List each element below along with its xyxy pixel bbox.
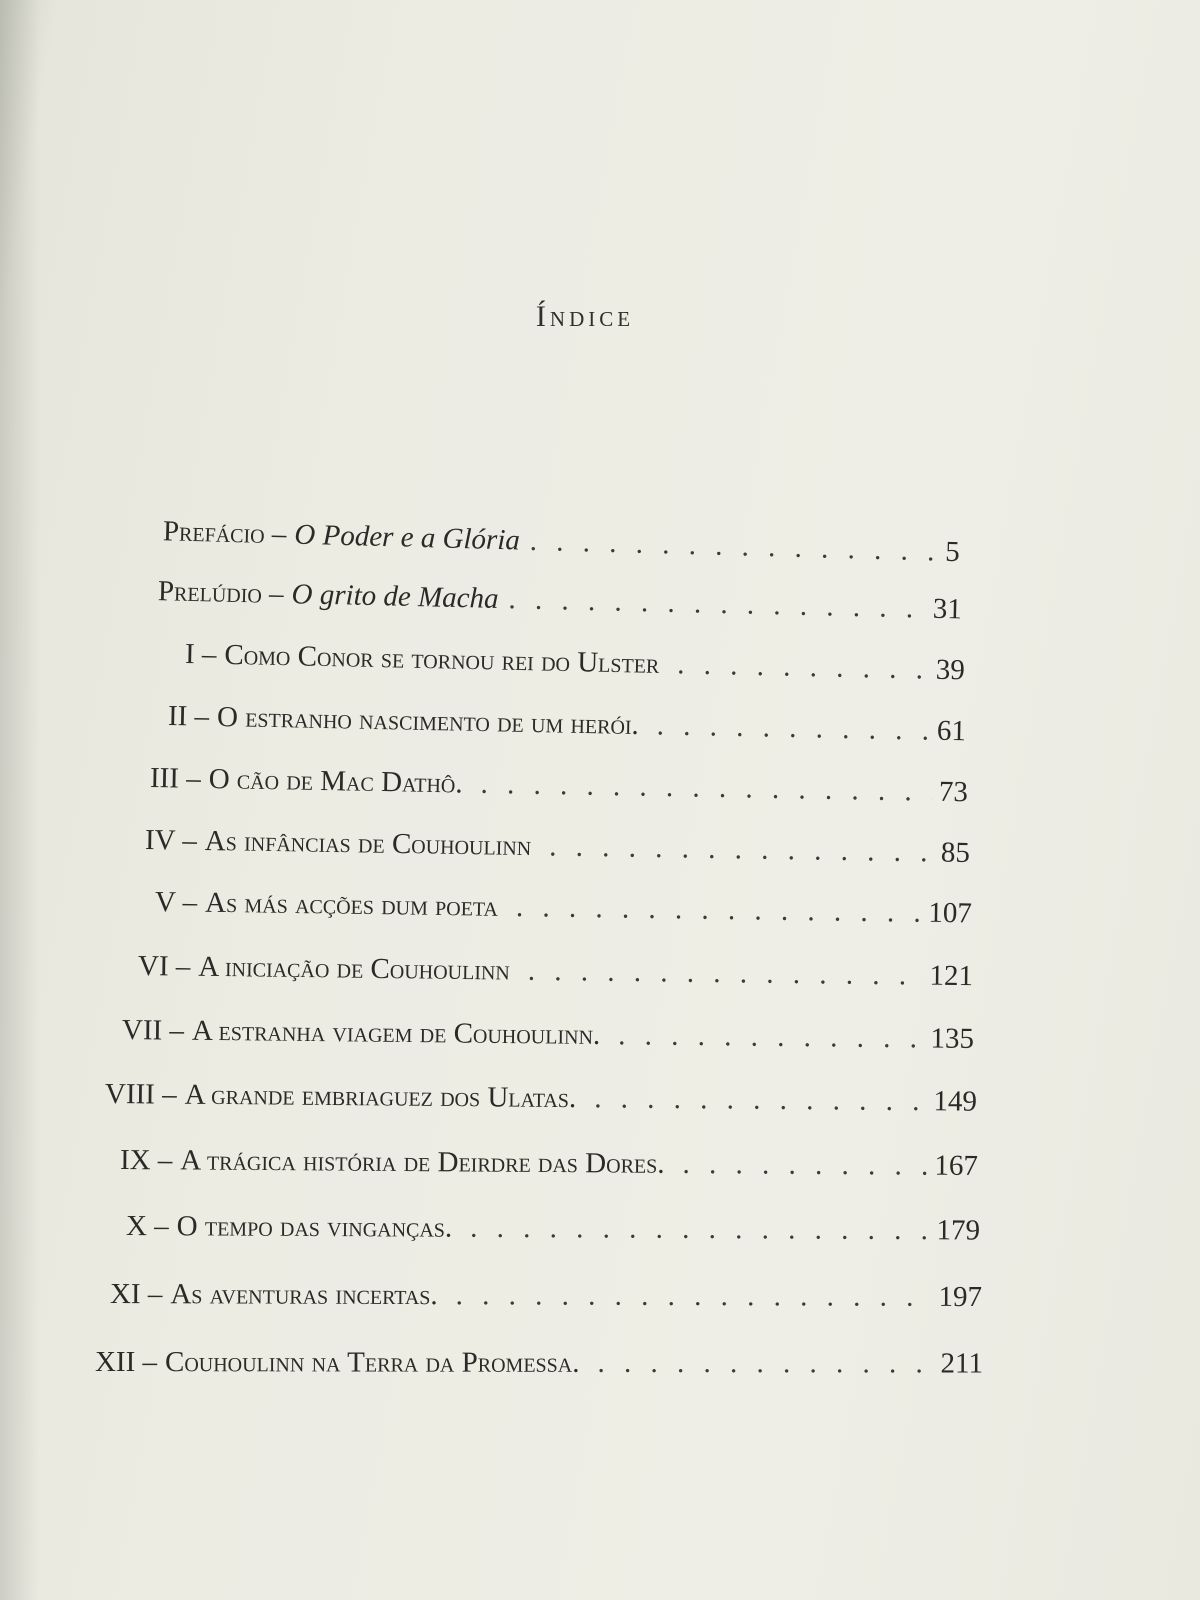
entry-subtitle: O grito de Macha [291, 578, 499, 615]
toc-entry-chapter-10 [126, 1210, 980, 1247]
entry-number: III – [149, 762, 202, 795]
toc-entry-chapter-2 [168, 700, 966, 748]
entry-title: Como Conor se tornou rei do Ulster [224, 638, 660, 680]
entry-number: II – [167, 700, 210, 733]
toc-entry-chapter-3 [150, 762, 968, 809]
toc-entry-chapter-4 [145, 824, 970, 870]
entry-page-number: 197 [938, 1280, 983, 1314]
entry-title: O estranho nascimento de um herói. [216, 700, 640, 742]
entry-number: XII – [94, 1346, 158, 1379]
dot-leader [594, 1082, 927, 1118]
entry-page-number: 179 [936, 1214, 981, 1247]
entry-number: I – [184, 638, 217, 671]
entry-subtitle: O Poder e a Glória [293, 518, 521, 557]
dot-leader [682, 1148, 928, 1183]
dot-leader [508, 583, 927, 625]
entry-title: Prelúdio – [157, 575, 284, 611]
entry-title: As infâncias de Couhoulinn [204, 824, 532, 863]
entry-number: IV – [144, 824, 198, 857]
toc-entry-chapter-12 [95, 1346, 983, 1381]
dot-leader [470, 1212, 930, 1247]
entry-page-number: 149 [933, 1085, 978, 1118]
entry-title: As aventuras incertas. [170, 1278, 438, 1312]
toc-title: Índice [535, 300, 635, 333]
dot-leader [529, 525, 939, 569]
toc-entry-chapter-1 [185, 638, 966, 687]
toc-entry-chapter-6 [138, 950, 973, 993]
entry-page-number: 61 [936, 714, 967, 748]
toc-entry-chapter-5 [155, 886, 972, 930]
entry-title: A trágica história de Deirdre das Dores. [180, 1144, 665, 1180]
dot-leader [618, 1019, 925, 1055]
entry-title: A iniciação de Couhoulinn [198, 950, 511, 987]
entry-title: A estranha viagem de Couhoulinn. [191, 1014, 601, 1052]
entry-page-number: 121 [929, 959, 974, 993]
dot-leader [480, 768, 933, 809]
entry-number: IX – [119, 1144, 173, 1177]
dot-leader [516, 891, 923, 930]
entry-title: As más acções dum poeta [204, 886, 499, 923]
toc-entry-chapter-7 [122, 1014, 974, 1056]
dot-leader [528, 955, 924, 993]
entry-page-number: 5 [944, 535, 961, 569]
entry-number: XI – [109, 1278, 163, 1311]
dot-leader [657, 709, 932, 747]
entry-page-number: 73 [938, 775, 969, 809]
entry-title: A grande embriaguez dos Ulatas. [184, 1078, 577, 1115]
entry-title: Prefácio – [162, 515, 287, 551]
entry-page-number: 167 [934, 1149, 979, 1182]
toc-entry-chapter-11 [110, 1278, 982, 1314]
entry-number: VIII – [104, 1078, 177, 1111]
entry-number: V – [154, 886, 198, 919]
dot-leader [456, 1279, 933, 1314]
toc-entry-preludio [150, 575, 963, 626]
toc-entry-chapter-9 [120, 1144, 978, 1183]
entry-page-number: 135 [930, 1022, 975, 1055]
toc-entry-chapter-8 [105, 1078, 977, 1119]
entry-number: VII – [121, 1014, 185, 1047]
toc-entry-prefacio [155, 515, 961, 569]
dot-leader [677, 648, 930, 686]
entry-page-number: 211 [940, 1347, 984, 1380]
entry-page-number: 39 [935, 653, 966, 687]
entry-number: VI – [137, 950, 191, 983]
dot-leader [549, 830, 935, 869]
entry-page-number: 107 [928, 896, 973, 930]
entry-title: O cão de Mac Dathô. [208, 763, 463, 800]
entry-title: O tempo das vinganças. [176, 1210, 453, 1244]
entry-number: X – [125, 1210, 169, 1243]
entry-page-number: 85 [940, 836, 971, 869]
entry-page-number: 31 [932, 592, 963, 626]
dot-leader [597, 1347, 934, 1381]
entry-title: Couhoulinn na Terra da Promessa. [164, 1346, 580, 1379]
